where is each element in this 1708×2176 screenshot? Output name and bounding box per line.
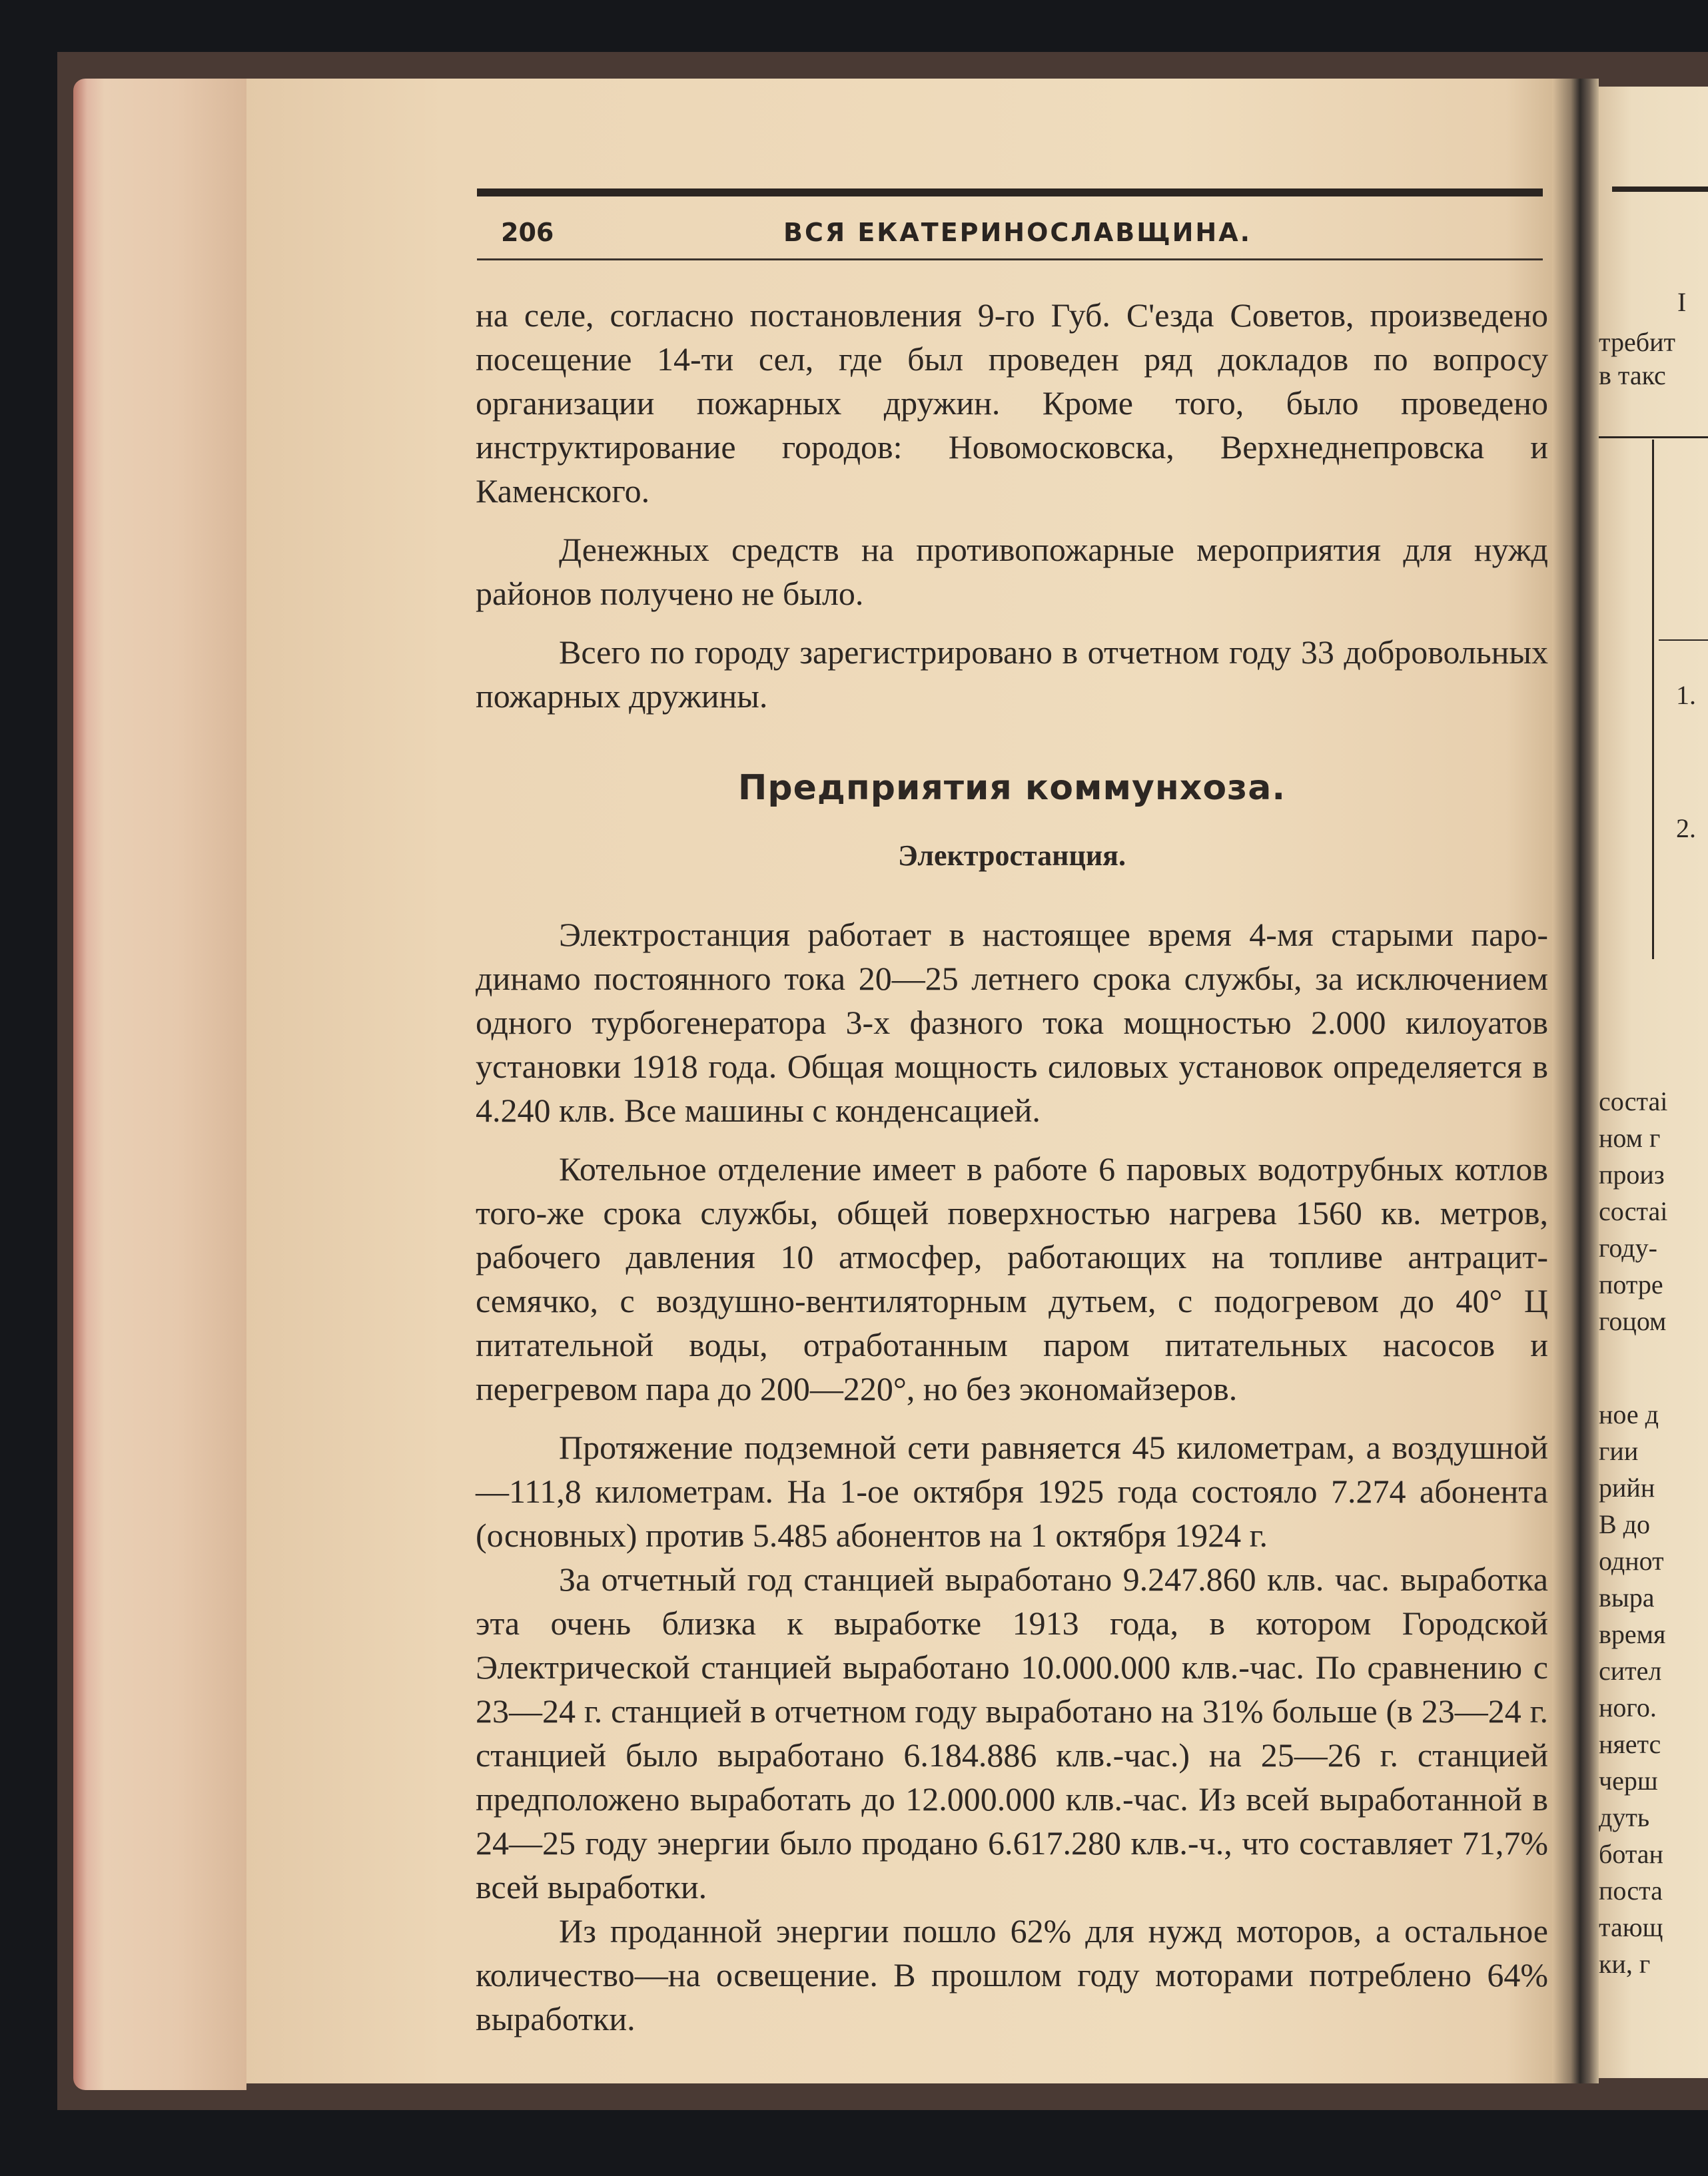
right-page-fragment: ное д xyxy=(1599,1399,1659,1429)
right-page-fragment: дуть xyxy=(1599,1802,1650,1832)
paragraph: Электростанция работает в настоящее время 4-мя старыми паро-динамо постоянного тока 20—25 летнего срока службы, за исключением одного турбогенератора 3-х фазного тока мощностью 2.000 килоуатов установки 1918 года. Общая мощность силовых установок определяется в 4.240 клв. Все машины с конденсацией. xyxy=(476,916,1548,1129)
right-page-fragment: однот xyxy=(1599,1546,1664,1576)
page-number: 206 xyxy=(501,218,554,247)
right-page-fragment: сител xyxy=(1599,1656,1662,1686)
right-page-fragment: І xyxy=(1677,287,1687,317)
right-page-fragment: потре xyxy=(1599,1269,1663,1299)
right-page-table-row-rule xyxy=(1659,639,1708,641)
right-page-fragment: тающ xyxy=(1599,1912,1663,1942)
paragraph: Всего по городу зарегистрировано в отчетном году 33 добровольных пожарных дружины. xyxy=(476,633,1548,715)
section-title: Предприятия коммунхоза. xyxy=(737,768,1286,808)
book-gutter xyxy=(1552,79,1599,2083)
right-page-fragment: 1. xyxy=(1676,680,1696,710)
paragraph: на селе, согласно постановления 9-го Губ. С'езда Советов, произведено посещение 14-ти сел, где был проведен ряд докладов по вопросу организации пожарных дружин. Кроме того, было проведено инструктирование городов: Новомосковска, Верхнеднепровска и Каменского. xyxy=(476,296,1548,510)
page-body xyxy=(476,293,1548,2041)
paragraph: За отчетный год станцией выработано 9.247.860 клв. час. выработка эта очень близка к выработке 1913 года, в котором Городской Электрической станцией выработано 10.000.000 клв.-час. По сравнению с 23—24 г. станцией в отчетном году выработано на 31% больше (в 23—24 г. станцией было выработано 6.184.886 клв.-час.) на 25—26 г. станцией предположено выработать до 12.000.000 клв.-час. Из всей выработанной в 24—25 году энергии было продано 6.617.280 клв.-ч., что составляет 71,7% всей выработки. xyxy=(476,1561,1548,1906)
right-page-fragment: произ xyxy=(1599,1160,1665,1190)
right-page-fragment: в такс xyxy=(1599,360,1666,390)
paragraph: Котельное отделение имеет в работе 6 паровых водотрубных котлов того-же срока службы, общей поверхностью нагрева 1560 кв. метров, рабочего давления 10 атмосфер, работающих на топливе антрацит-семячко, с воздушно-вентиляторным дутьем, с подогревом до 40° Ц питательной воды, отработанным паром питательных насосов и перегревом пара до 200—220°, но без экономайзеров. xyxy=(476,1150,1548,1407)
right-page-fragment: 2. xyxy=(1676,813,1696,843)
header-thick-rule xyxy=(477,188,1543,196)
right-page-fragment: поста xyxy=(1599,1876,1663,1906)
right-page-fragment: В до xyxy=(1599,1509,1651,1539)
right-page-table-rule xyxy=(1599,436,1708,438)
right-page-fragment: состаі xyxy=(1599,1086,1668,1116)
right-page-fragment: требит xyxy=(1599,327,1675,357)
paragraph: Денежных средств на противопожарные мероприятия для нужд районов получено не было. xyxy=(476,531,1548,612)
running-header xyxy=(477,216,1543,256)
running-title: ВСЯ ЕКАТЕРИНОСЛАВЩИНА. xyxy=(783,218,1252,247)
paragraph: Из проданной энергии пошло 62% для нужд моторов, а остальное количество—на освещение. В прошлом году моторами потреблено 64% выработки. xyxy=(476,1912,1548,2037)
right-page-top-rule xyxy=(1612,186,1708,192)
right-page-fragment: няетс xyxy=(1599,1729,1661,1759)
right-page-fragment: выра xyxy=(1599,1583,1655,1613)
right-page-fragment: рийн xyxy=(1599,1473,1655,1503)
right-page-fragment: ки, г xyxy=(1599,1949,1651,1979)
paragraph: Протяжение подземной сети равняется 45 километрам, а воздушной—111,8 километрам. На 1-ое октября 1925 года состояло 7.274 абонента (основных) против 5.485 абонентов на 1 октября 1924 г. xyxy=(476,1429,1548,1554)
right-page-fragment: ном г xyxy=(1599,1123,1661,1153)
right-page-fragment: году- xyxy=(1599,1233,1657,1263)
right-page-fragment: гоцом xyxy=(1599,1306,1667,1336)
page-edges xyxy=(73,79,246,2090)
right-page-table-border xyxy=(1652,440,1654,959)
right-page-fragment: ботан xyxy=(1599,1839,1663,1869)
right-page-fragment: черш xyxy=(1599,1766,1658,1796)
right-page-fragment: ного. xyxy=(1599,1692,1657,1722)
subsection-title: Электростанция. xyxy=(898,839,1126,872)
right-page xyxy=(1599,87,1708,2078)
header-thin-rule xyxy=(477,258,1543,260)
right-page-fragment: гии xyxy=(1599,1436,1639,1466)
right-page-fragment: время xyxy=(1599,1619,1666,1649)
right-page-fragment: состаі xyxy=(1599,1196,1668,1226)
